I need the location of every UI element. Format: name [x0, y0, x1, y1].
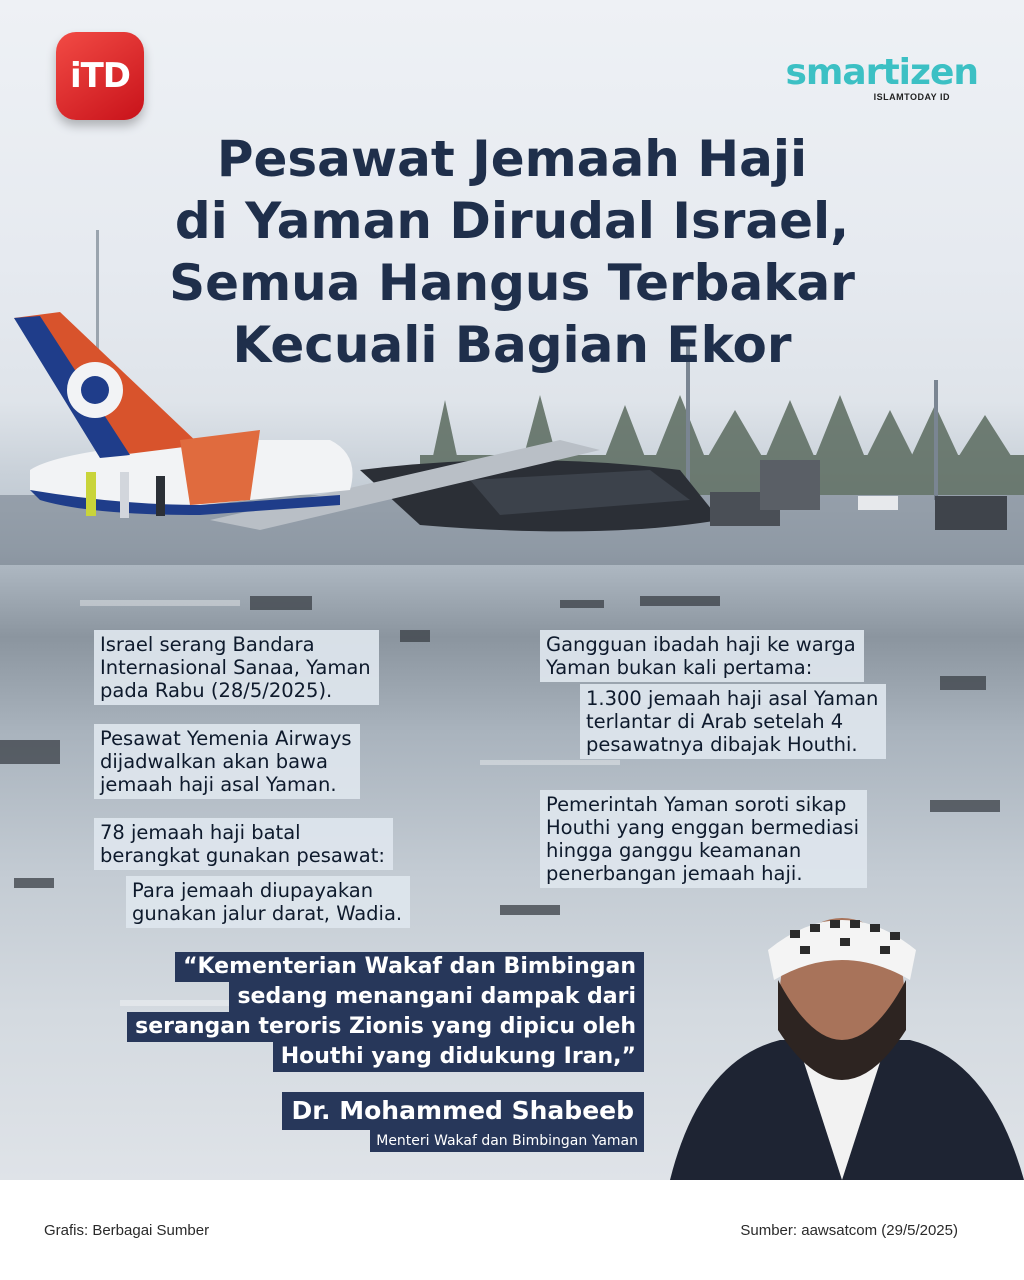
point-line: hingga ganggu keamanan: [546, 839, 802, 862]
footer: [0, 1180, 1024, 1280]
point-line: 1.300 jemaah haji asal Yaman: [586, 687, 879, 710]
point-line: 78 jemaah haji batal: [100, 821, 301, 844]
headline-line-4: Kecuali Bagian Ekor: [232, 316, 792, 374]
headline-line-3: Semua Hangus Terbakar: [169, 254, 855, 312]
graphics-credit: Grafis: Berbagai Sumber: [44, 1222, 210, 1239]
speaker-role: Menteri Wakaf dan Bimbingan Yaman: [370, 1130, 644, 1152]
point-line: Pesawat Yemenia Airways: [100, 727, 352, 750]
point-1300-stranded: [580, 684, 886, 759]
point-line: pesawatnya dibajak Houthi.: [586, 733, 858, 756]
point-line: terlantar di Arab setelah 4: [586, 710, 844, 733]
quote-line-3: serangan teroris Zionis yang dipicu oleh: [127, 1012, 644, 1042]
headline-line-2: di Yaman Dirudal Israel,: [174, 192, 850, 250]
point-78-pilgrims: [94, 818, 393, 870]
point-line: Israel serang Bandara: [100, 633, 315, 656]
point-line: berangkat gunakan pesawat:: [100, 844, 385, 867]
point-line: Yaman bukan kali pertama:: [546, 656, 813, 679]
speaker-portrait: [660, 880, 1024, 1180]
point-line: Houthi yang enggan bermediasi: [546, 816, 859, 839]
smartizen-wordmark: smartizen: [785, 52, 978, 93]
smartizen-subtitle: ISLAMTODAY ID: [873, 92, 950, 102]
point-line: dijadwalkan akan bawa: [100, 750, 328, 773]
point-line: jemaah haji asal Yaman.: [100, 773, 337, 796]
point-not-first-time: [540, 630, 864, 682]
point-line: Pemerintah Yaman soroti sikap: [546, 793, 847, 816]
minister-quote: [127, 952, 644, 1072]
quote-line-4: Houthi yang didukung Iran,”: [273, 1042, 644, 1072]
itd-logo-text: iTD: [69, 56, 131, 96]
quote-line-2: sedang menangani dampak dari: [229, 982, 644, 1012]
point-government-highlight: [540, 790, 867, 888]
quote-line-1: “Kementerian Wakaf dan Bimbingan: [175, 952, 644, 982]
point-line: penerbangan jemaah haji.: [546, 862, 803, 885]
point-line: Internasional Sanaa, Yaman: [100, 656, 371, 679]
islamtoday-logo: [56, 32, 144, 120]
headline: [90, 128, 934, 376]
point-78-pilgrims-detail: [126, 876, 410, 928]
source-credit: Sumber: aawsatcom (29/5/2025): [740, 1222, 958, 1239]
point-line: gunakan jalur darat, Wadia.: [132, 902, 403, 925]
point-line: Gangguan ibadah haji ke warga: [546, 633, 856, 656]
speaker-name: Dr. Mohammed Shabeeb: [282, 1092, 644, 1130]
headline-line-1: Pesawat Jemaah Haji: [216, 130, 808, 188]
smartizen-logo: [748, 52, 978, 104]
point-line: Para jemaah diupayakan: [132, 879, 374, 902]
point-line: pada Rabu (28/5/2025).: [100, 679, 333, 702]
point-yemenia-airways: [94, 724, 360, 799]
point-airport-attack: [94, 630, 379, 705]
